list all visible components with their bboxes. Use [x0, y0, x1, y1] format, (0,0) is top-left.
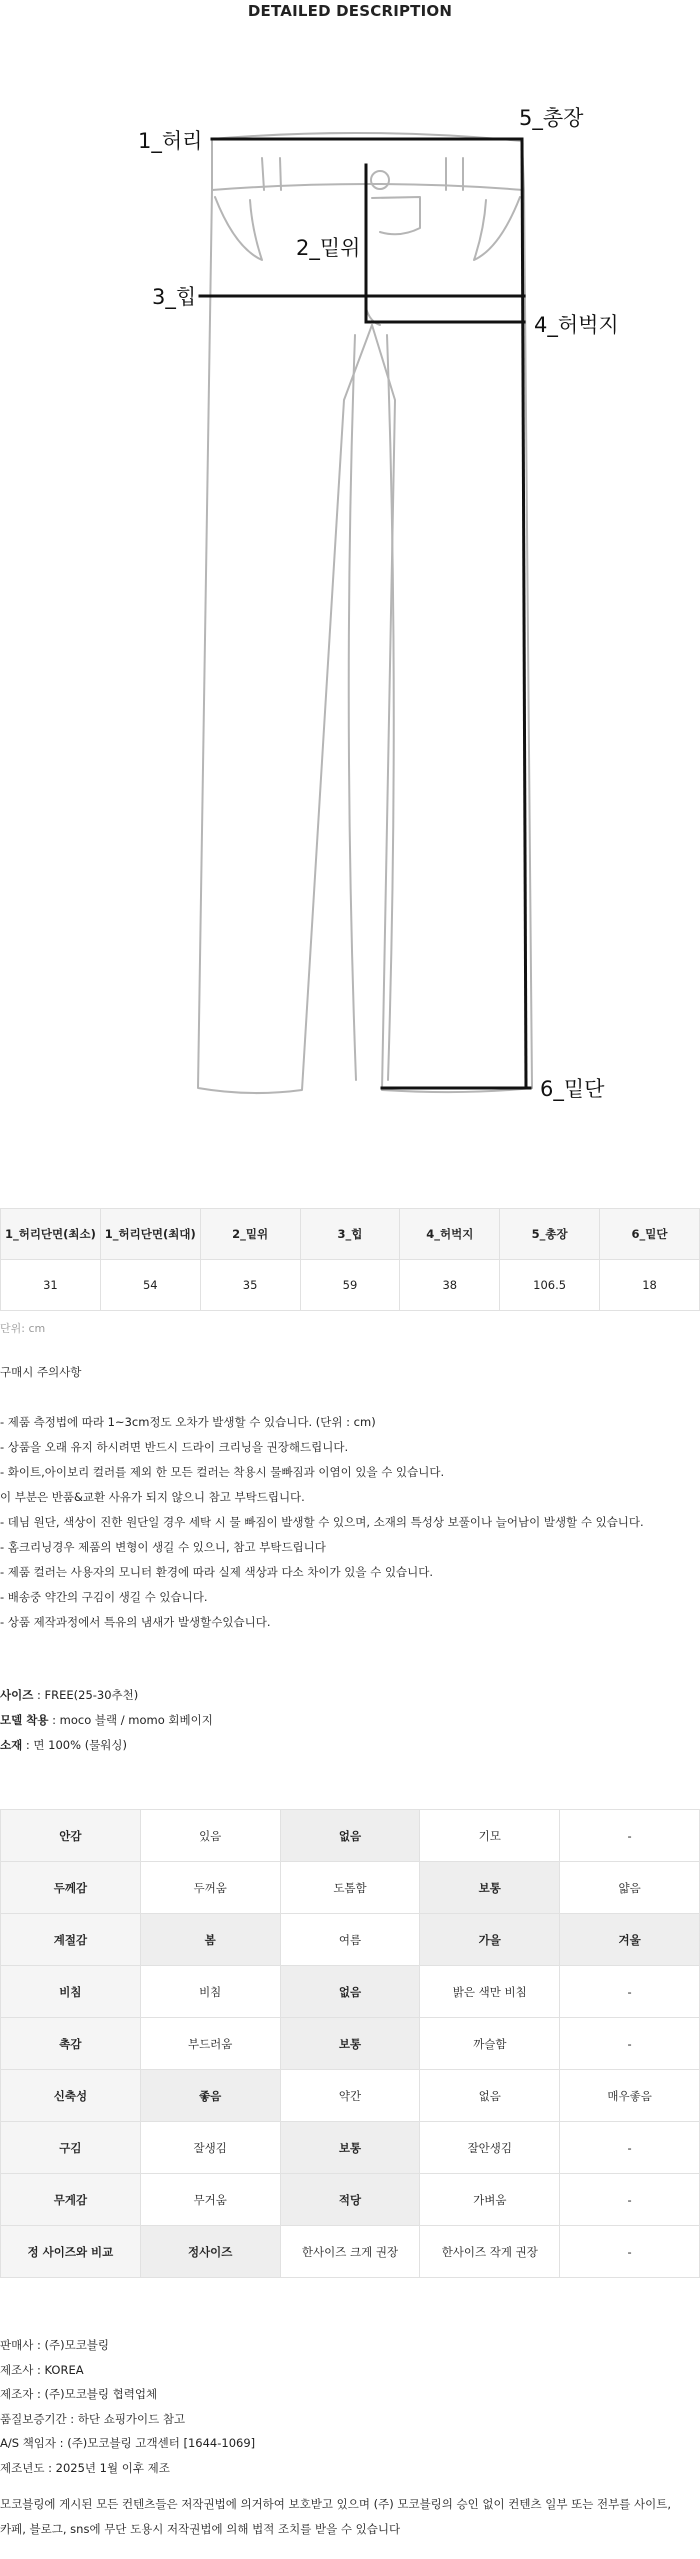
size-header-cell: 6_밑단 — [600, 1209, 700, 1260]
label-thigh: 4_허벅지 — [534, 313, 619, 337]
label-hem: 6_밑단 — [540, 1077, 605, 1101]
feel-row — [1, 2122, 700, 2174]
feel-option-cell: 도톰함 — [280, 1862, 420, 1914]
size-value-cell: 31 — [1, 1260, 101, 1311]
feel-option-cell: 적당 — [280, 2174, 420, 2226]
note-item: 이 부분은 반품&교환 사유가 되지 않으니 참고 부탁드립니다. — [0, 1490, 305, 1504]
feel-option-cell: 얇음 — [560, 1862, 700, 1914]
fabric-feel-table — [0, 1809, 700, 2278]
feel-row-label: 신축성 — [1, 2070, 141, 2122]
spec-model-value: : moco 블랙 / momo 회베이지 — [48, 1713, 213, 1727]
feel-option-cell: 좋음 — [140, 2070, 280, 2122]
purchase-notes — [0, 1360, 700, 1635]
size-table-value-row — [1, 1260, 700, 1311]
feel-option-cell: 없음 — [280, 1966, 420, 2018]
spec-model-label: 모델 착용 — [0, 1713, 49, 1727]
feel-row — [1, 2070, 700, 2122]
label-length: 5_총장 — [519, 106, 584, 130]
feel-option-cell: 보통 — [280, 2122, 420, 2174]
note-item: - 제품 측정법에 따라 1~3cm정도 오차가 발생할 수 있습니다. (단위 : cm) — [0, 1415, 376, 1429]
size-value-cell: 106.5 — [500, 1260, 600, 1311]
feel-row — [1, 1966, 700, 2018]
info-line: 제조사 : KOREA — [0, 2362, 84, 2377]
size-header-cell: 1_허리단면(최대) — [100, 1209, 200, 1260]
label-rise: 2_밑위 — [296, 236, 361, 260]
info-line: 제조년도 : 2025년 1월 이후 제조 — [0, 2460, 170, 2475]
info-line: 품질보증기간 : 하단 쇼핑가이드 참고 — [0, 2411, 186, 2426]
size-table-header-row — [1, 1209, 700, 1260]
feel-row-label: 무게감 — [1, 2174, 141, 2226]
size-value-cell: 18 — [600, 1260, 700, 1311]
feel-option-cell: - — [560, 2226, 700, 2278]
feel-option-cell: 가벼움 — [420, 2174, 560, 2226]
notes-title: 구매시 주의사항 — [0, 1365, 82, 1379]
feel-option-cell: 봄 — [140, 1914, 280, 1966]
feel-option-cell: 잘생김 — [140, 2122, 280, 2174]
size-value-cell: 59 — [300, 1260, 400, 1311]
size-header-cell: 3_힙 — [300, 1209, 400, 1260]
copyright-line: 카페, 블로그, sns에 무단 도용시 저작권법에 의해 법적 조치를 받을 수 있습니다 — [0, 2521, 401, 2536]
spec-material-label: 소재 — [0, 1738, 23, 1752]
size-header-cell: 1_허리단면(최소) — [1, 1209, 101, 1260]
feel-option-cell: - — [560, 1810, 700, 1862]
feel-row — [1, 1914, 700, 1966]
spec-material-value: : 면 100% (물워싱) — [22, 1738, 128, 1752]
feel-option-cell: 비침 — [140, 1966, 280, 2018]
feel-option-cell: 보통 — [420, 1862, 560, 1914]
note-item: - 상품을 오래 유지 하시려면 반드시 드라이 크리닝을 권장해드립니다. — [0, 1440, 349, 1454]
size-header-cell: 4_허벅지 — [400, 1209, 500, 1260]
note-item: - 데님 원단, 색상이 진한 원단일 경우 세탁 시 물 빠짐이 발생할 수 있으며, 소재의 특성상 보풀이나 늘어남이 발생할 수 있습니다. — [0, 1515, 644, 1529]
note-item: - 화이트,아이보리 컬러를 제외 한 모든 컬러는 착용시 물빠짐과 이염이 있을 수 있습니다. — [0, 1465, 445, 1479]
feel-option-cell: 부드러움 — [140, 2018, 280, 2070]
feel-row-label: 안감 — [1, 1810, 141, 1862]
size-table — [0, 1208, 700, 1311]
page-title: DETAILED DESCRIPTION — [247, 2, 453, 20]
note-item: - 배송중 약간의 구김이 생길 수 있습니다. — [0, 1590, 208, 1604]
size-header-cell: 5_총장 — [500, 1209, 600, 1260]
spec-size-label: 사이즈 — [0, 1688, 34, 1702]
feel-option-cell: 보통 — [280, 2018, 420, 2070]
size-value-cell: 38 — [400, 1260, 500, 1311]
feel-row-label: 비침 — [1, 1966, 141, 2018]
spec-model — [0, 1708, 213, 1733]
feel-row — [1, 2174, 700, 2226]
feel-option-cell: 겨울 — [560, 1914, 700, 1966]
feel-row — [1, 2226, 700, 2278]
size-value-cell: 54 — [100, 1260, 200, 1311]
size-header-cell: 2_밑위 — [200, 1209, 300, 1260]
seller-info — [0, 2333, 700, 2541]
note-item: - 제품 컬러는 사용자의 모니터 환경에 따라 실제 색상과 다소 차이가 있을 수 있습니다. — [0, 1565, 434, 1579]
feel-option-cell: - — [560, 2018, 700, 2070]
label-hip: 3_힙 — [152, 285, 197, 309]
unit-note: 단위: cm — [0, 1322, 46, 1335]
size-value-cell: 35 — [200, 1260, 300, 1311]
feel-option-cell: 한사이즈 작게 권장 — [420, 2226, 560, 2278]
feel-option-cell: 기모 — [420, 1810, 560, 1862]
info-line: 제조자 : (주)모코블링 협력업체 — [0, 2387, 158, 2401]
feel-row — [1, 2018, 700, 2070]
info-line: A/S 책임자 : (주)모코블링 고객센터 [1644-1069] — [0, 2436, 256, 2450]
feel-option-cell: 없음 — [420, 2070, 560, 2122]
feel-option-cell: 여름 — [280, 1914, 420, 1966]
note-item: - 홈크리닝경우 제품의 변형이 생길 수 있으니, 참고 부탁드립니다 — [0, 1540, 326, 1554]
feel-option-cell: - — [560, 2174, 700, 2226]
measure-lines — [200, 139, 530, 1088]
feel-option-cell: 잘안생김 — [420, 2122, 560, 2174]
feel-option-cell: 까슬함 — [420, 2018, 560, 2070]
product-spec — [0, 1683, 213, 1758]
feel-row-label: 정 사이즈와 비교 — [1, 2226, 141, 2278]
spec-material — [0, 1733, 213, 1758]
feel-row-label: 촉감 — [1, 2018, 141, 2070]
note-item: - 상품 제작과정에서 특유의 냄새가 발생할수있습니다. — [0, 1615, 271, 1629]
info-line: 판매사 : (주)모코블링 — [0, 2338, 110, 2352]
feel-row-label: 계절감 — [1, 1914, 141, 1966]
feel-option-cell: 매우좋음 — [560, 2070, 700, 2122]
spec-size-value: : FREE(25-30추천) — [33, 1688, 139, 1702]
feel-option-cell: 두꺼움 — [140, 1862, 280, 1914]
pants-measurement-diagram — [0, 0, 700, 1130]
feel-row — [1, 1862, 700, 1914]
feel-option-cell: - — [560, 2122, 700, 2174]
feel-option-cell: - — [560, 1966, 700, 2018]
feel-option-cell: 약간 — [280, 2070, 420, 2122]
feel-option-cell: 한사이즈 크게 권장 — [280, 2226, 420, 2278]
copyright-line: 모코블링에 게시된 모든 컨텐츠들은 저작권법에 의거하여 보호받고 있으며 (주) 모코블링의 승인 없이 컨텐츠 일부 또는 전부를 사이트, — [0, 2497, 671, 2511]
feel-row — [1, 1810, 700, 1862]
spec-size — [0, 1683, 213, 1708]
feel-option-cell: 없음 — [280, 1810, 420, 1862]
feel-row-label: 두께감 — [1, 1862, 141, 1914]
feel-option-cell: 밝은 색만 비침 — [420, 1966, 560, 2018]
feel-option-cell: 정사이즈 — [140, 2226, 280, 2278]
feel-row-label: 구김 — [1, 2122, 141, 2174]
feel-option-cell: 가을 — [420, 1914, 560, 1966]
label-waist: 1_허리 — [138, 129, 203, 153]
feel-option-cell: 있음 — [140, 1810, 280, 1862]
feel-option-cell: 무거움 — [140, 2174, 280, 2226]
